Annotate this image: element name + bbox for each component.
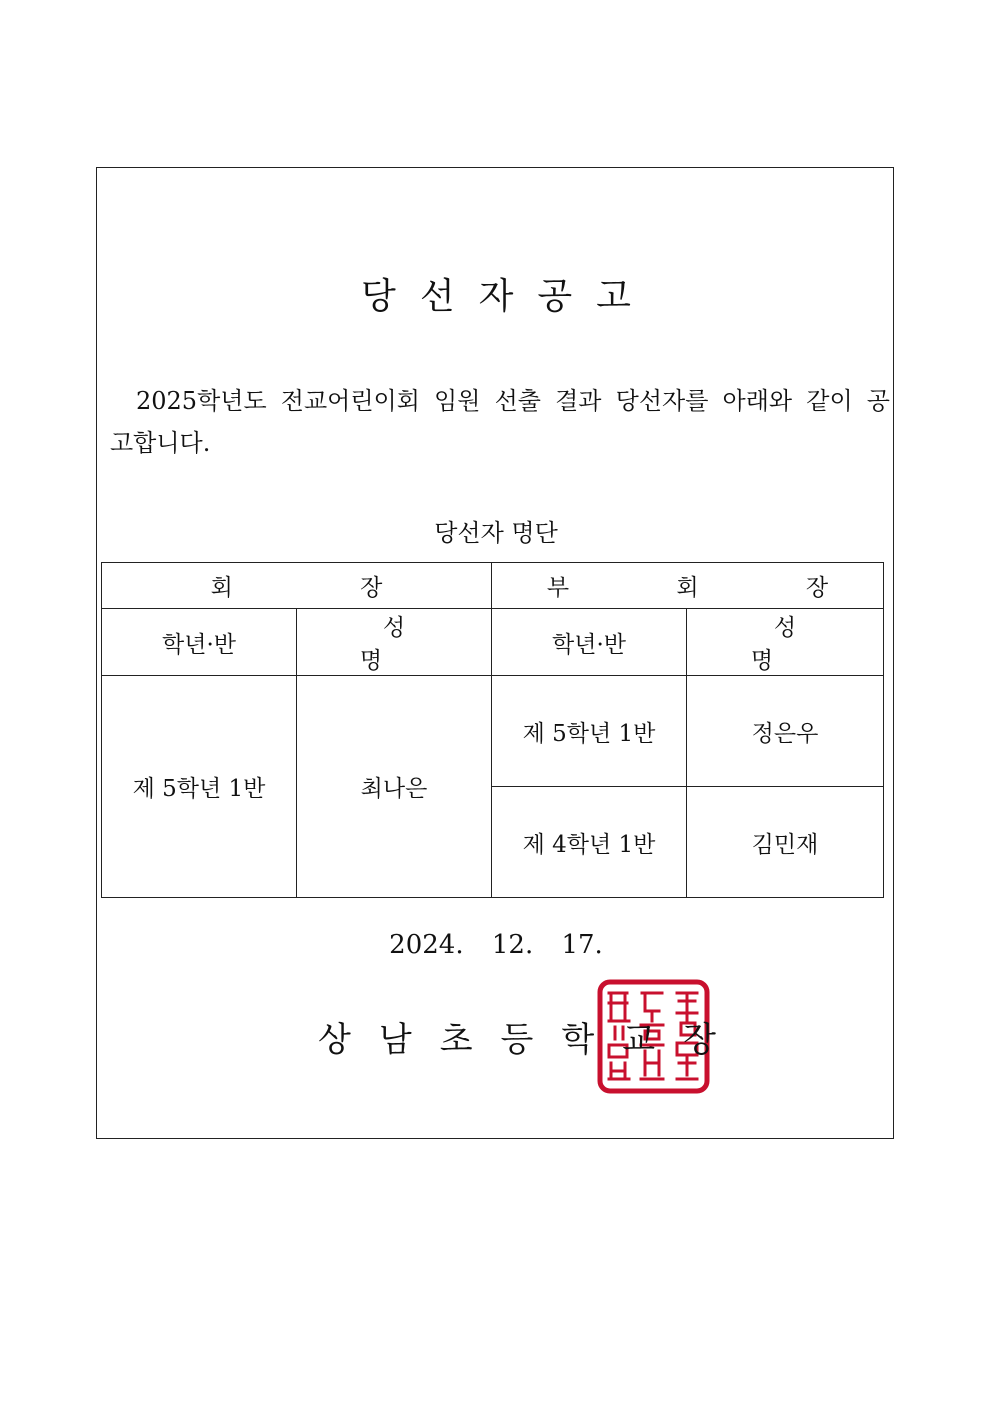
notice-body: 2025학년도 전교어린이회 임원 선출 결과 당선자를 아래와 같이 공고합니다. (110, 387, 890, 457)
group-header-row (102, 563, 884, 609)
column-header-name: 성 명 (297, 609, 492, 676)
column-header-class: 학년·반 (102, 609, 297, 676)
vice-president-header: 부 회 장 (492, 563, 884, 609)
table-row (102, 676, 884, 787)
column-header-class: 학년·반 (492, 609, 687, 676)
vice-president-class: 제 5학년 1반 (492, 676, 687, 787)
notice-title: 당선자공고 (361, 276, 655, 317)
signer-name: 상남초등학교장 (318, 1020, 744, 1060)
president-header: 회 장 (102, 563, 492, 609)
column-header-name: 성 명 (687, 609, 884, 676)
list-heading: 당선자 명단 (434, 519, 558, 547)
notice-date: 2024. 12. 17. (389, 930, 603, 960)
president-class: 제 5학년 1반 (102, 676, 297, 898)
winners-table (101, 562, 884, 898)
column-header-row (102, 609, 884, 676)
president-name: 최나은 (297, 676, 492, 898)
vice-president-name: 김민재 (687, 787, 884, 898)
vice-president-class: 제 4학년 1반 (492, 787, 687, 898)
vice-president-name: 정은우 (687, 676, 884, 787)
